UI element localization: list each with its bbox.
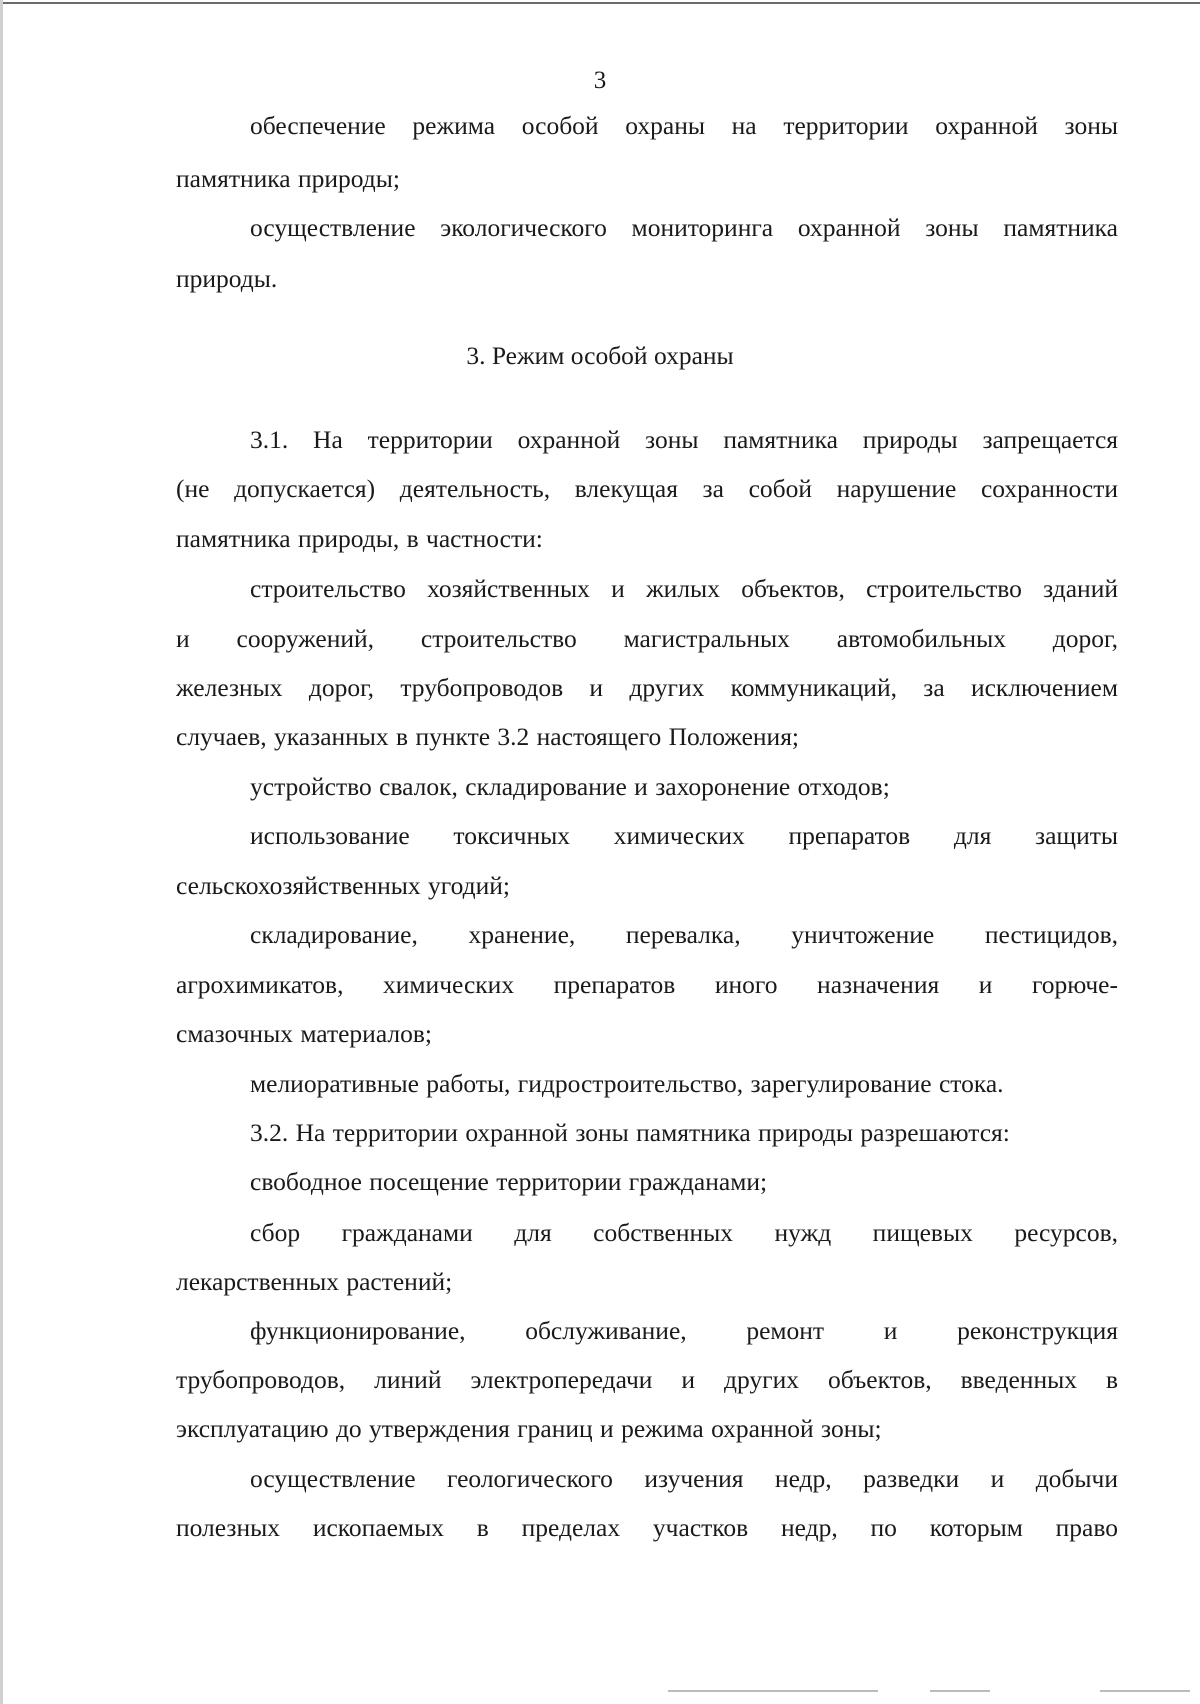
scan-bottom-artifact — [1100, 1690, 1190, 1692]
scan-left-edge — [0, 0, 3, 1704]
text-line: осуществление экологического мониторинга охранной зоны памятника — [250, 213, 1118, 242]
text-line: сбор гражданами для собственных нужд пищевых ресурсов, — [250, 1218, 1118, 1247]
text-line: складирование, хранение, перевалка, уничтожение пестицидов, — [250, 920, 1118, 949]
text-line: смазочных материалов; — [176, 1019, 432, 1048]
text-line: полезных ископаемых в пределах участков недр, по которым право — [176, 1513, 1118, 1542]
text-line: памятника природы; — [176, 164, 400, 193]
text-line: мелиоративные работы, гидростроительство, зарегулирование стока. — [250, 1069, 1004, 1098]
text-line: трубопроводов, линий электропередачи и других объектов, введенных в — [176, 1365, 1118, 1394]
text-line: строительство хозяйственных и жилых объектов, строительство зданий — [250, 574, 1118, 603]
text-line: осуществление геологического изучения недр, разведки и добычи — [250, 1464, 1118, 1493]
text-line: природы. — [176, 264, 278, 293]
text-line: использование токсичных химических препаратов для защиты — [250, 821, 1118, 850]
scan-top-border — [0, 2, 1200, 4]
text-line: и сооружений, строительство магистральных автомобильных дорог, — [176, 624, 1118, 653]
text-line: обеспечение режима особой охраны на территории охранной зоны — [250, 111, 1118, 140]
text-line: случаев, указанных в пункте 3.2 настоящего Положения; — [176, 722, 800, 751]
page-number: 3 — [593, 67, 607, 94]
section-heading: 3. Режим особой охраны — [466, 341, 734, 370]
text-line: агрохимикатов, химических препаратов иного назначения и горюче- — [176, 970, 1118, 999]
text-line: устройство свалок, складирование и захоронение отходов; — [250, 772, 890, 801]
scan-bottom-artifact — [930, 1690, 990, 1692]
text-line: (не допускается) деятельность, влекущая за собой нарушение сохранности — [176, 474, 1118, 503]
text-line: сельскохозяйственных угодий; — [176, 871, 510, 900]
text-line: железных дорог, трубопроводов и других коммуникаций, за исключением — [176, 673, 1118, 702]
text-line: свободное посещение территории гражданами; — [250, 1167, 768, 1196]
text-line: 3.2. На территории охранной зоны памятника природы разрешаются: — [250, 1118, 1010, 1147]
text-line: памятника природы, в частности: — [176, 524, 543, 553]
text-line: функционирование, обслуживание, ремонт и реконструкция — [250, 1316, 1118, 1345]
text-line: эксплуатацию до утверждения границ и режима охранной зоны; — [176, 1414, 882, 1443]
text-line: лекарственных растений; — [176, 1267, 453, 1296]
scan-bottom-artifact — [668, 1690, 878, 1692]
text-line: 3.1. На территории охранной зоны памятника природы запрещается — [250, 425, 1118, 454]
